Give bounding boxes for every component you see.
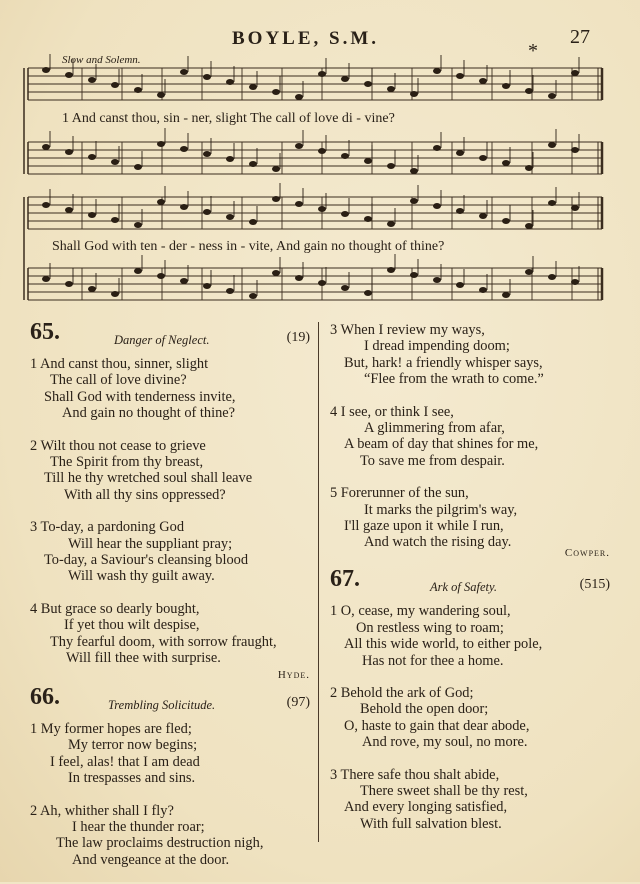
note-head bbox=[410, 168, 418, 174]
verse-line: Shall God with tenderness invite, bbox=[44, 388, 236, 405]
note-head bbox=[180, 278, 188, 284]
verse-line: All this wide world, to either pole, bbox=[344, 636, 543, 653]
note-head bbox=[341, 76, 349, 82]
verse-line: Will hear the suppliant pray; bbox=[68, 535, 233, 552]
verse-line: The law proclaims destruction nigh, bbox=[56, 835, 264, 852]
music-score bbox=[0, 0, 640, 320]
note-head bbox=[226, 214, 234, 220]
verse-line: With all thy sins oppressed? bbox=[64, 486, 226, 503]
stanza bbox=[330, 404, 610, 470]
verse-line: A glimmering from afar, bbox=[364, 420, 505, 437]
note-head bbox=[433, 145, 441, 151]
stanza bbox=[330, 485, 610, 551]
note-head bbox=[525, 269, 533, 275]
note-head bbox=[433, 277, 441, 283]
note-head bbox=[410, 198, 418, 204]
hymn-65-header bbox=[30, 319, 310, 356]
verse-line: But, hark! a friendly whisper says, bbox=[344, 354, 543, 371]
stanza bbox=[30, 519, 310, 585]
verse-line: 1 And canst thou, sinner, slight bbox=[30, 356, 209, 372]
verse-line: And rove, my soul, no more. bbox=[362, 734, 528, 751]
hymn-title: Danger of Neglect. bbox=[114, 333, 210, 347]
note-head bbox=[180, 69, 188, 75]
note-head bbox=[479, 78, 487, 84]
note-head bbox=[42, 202, 50, 208]
verse-line: And vengeance at the door. bbox=[72, 851, 230, 868]
verse-line: “Flee from the wrath to come.” bbox=[364, 371, 544, 388]
verse-line: 2 Ah, whither shall I fly? bbox=[30, 802, 174, 819]
author-attribution: Hyde. bbox=[277, 668, 310, 681]
hymn-67-header bbox=[330, 566, 610, 603]
verse-line: 3 There safe thou shalt abide, bbox=[330, 766, 500, 783]
verse-line: Will fill thee with surprise. bbox=[66, 650, 221, 667]
verse-line: 3 When I review my ways, bbox=[330, 322, 485, 338]
note-head bbox=[456, 73, 464, 79]
note-head bbox=[111, 291, 119, 297]
note-head bbox=[548, 93, 556, 99]
note-head bbox=[456, 282, 464, 288]
hymn-reference: (515) bbox=[579, 577, 610, 593]
verse-line: I dread impending doom; bbox=[364, 338, 510, 355]
note-head bbox=[111, 217, 119, 223]
lyric-line-1: 1 And canst thou, sin - ner, slight The call of love di - vine? bbox=[62, 111, 395, 126]
note-head bbox=[88, 77, 96, 83]
note-head bbox=[548, 200, 556, 206]
note-head bbox=[180, 204, 188, 210]
stanza bbox=[30, 438, 310, 504]
verse-line: If yet thou wilt despise, bbox=[64, 617, 200, 634]
note-head bbox=[410, 272, 418, 278]
hymn-number: 66. bbox=[30, 683, 60, 710]
note-head bbox=[318, 206, 326, 212]
verse-line: Will wash thy guilt away. bbox=[68, 568, 215, 585]
note-head bbox=[249, 293, 257, 299]
note-head bbox=[134, 164, 142, 170]
note-head bbox=[456, 208, 464, 214]
verse-line: 4 I see, or think I see, bbox=[330, 403, 454, 420]
tempo-marking: Slow and Solemn. bbox=[62, 54, 141, 66]
right-column bbox=[330, 322, 610, 848]
verse-line: Has not for thee a home. bbox=[362, 652, 504, 669]
verse-line: The Spirit from thy breast, bbox=[50, 454, 204, 471]
note-head bbox=[548, 142, 556, 148]
note-head bbox=[157, 92, 165, 98]
note-head bbox=[226, 288, 234, 294]
note-head bbox=[88, 154, 96, 160]
verse-line: The call of love divine? bbox=[50, 372, 187, 389]
note-head bbox=[249, 219, 257, 225]
note-head bbox=[134, 222, 142, 228]
note-head bbox=[502, 292, 510, 298]
verse-line: To-day, a Saviour's cleansing blood bbox=[44, 552, 249, 569]
note-head bbox=[88, 212, 96, 218]
verse-line: 4 But grace so dearly bought, bbox=[30, 600, 200, 617]
stanza bbox=[30, 601, 310, 667]
note-head bbox=[387, 267, 395, 273]
hymn-number: 67. bbox=[330, 566, 360, 593]
tune-title: BOYLE, S.M. bbox=[232, 28, 380, 49]
note-head bbox=[157, 273, 165, 279]
note-head bbox=[502, 160, 510, 166]
note-head bbox=[203, 283, 211, 289]
stanza bbox=[30, 721, 310, 787]
hymn-number: 65. bbox=[30, 319, 60, 345]
note-head bbox=[456, 150, 464, 156]
verse-line: In trespasses and sins. bbox=[68, 770, 196, 787]
note-head bbox=[203, 151, 211, 157]
note-head bbox=[479, 287, 487, 293]
note-head bbox=[295, 94, 303, 100]
note-head bbox=[364, 81, 372, 87]
stanza bbox=[30, 803, 310, 869]
note-head bbox=[341, 153, 349, 159]
verse-line: It marks the pilgrim's way, bbox=[364, 501, 518, 518]
note-head bbox=[364, 290, 372, 296]
note-head bbox=[571, 70, 579, 76]
note-head bbox=[364, 158, 372, 164]
hymn-reference: (97) bbox=[286, 694, 310, 710]
star-mark: * bbox=[528, 40, 538, 62]
note-head bbox=[249, 84, 257, 90]
verse-line: 2 Behold the ark of God; bbox=[330, 684, 474, 701]
note-head bbox=[65, 149, 73, 155]
note-head bbox=[387, 221, 395, 227]
note-head bbox=[203, 74, 211, 80]
verse-line: Behold the open door; bbox=[360, 701, 489, 718]
verse-line: I feel, alas! that I am dead bbox=[50, 753, 200, 770]
note-head bbox=[65, 72, 73, 78]
note-head bbox=[295, 201, 303, 207]
note-head bbox=[272, 196, 280, 202]
note-head bbox=[272, 166, 280, 172]
column-divider bbox=[318, 322, 319, 842]
verse-line: And gain no thought of thine? bbox=[62, 405, 236, 422]
verse-line: I'll gaze upon it while I run, bbox=[344, 518, 504, 535]
note-head bbox=[318, 71, 326, 77]
verse-line: A beam of day that shines for me, bbox=[344, 436, 539, 453]
verse-line: 1 O, cease, my wandering soul, bbox=[330, 603, 511, 620]
note-head bbox=[134, 87, 142, 93]
note-head bbox=[479, 155, 487, 161]
note-head bbox=[272, 89, 280, 95]
stanza bbox=[330, 322, 610, 388]
note-head bbox=[157, 199, 165, 205]
note-head bbox=[295, 275, 303, 281]
note-head bbox=[571, 279, 579, 285]
lyric-line-2: Shall God with ten - der - ness in - vite, And gain no thought of thine? bbox=[52, 239, 445, 254]
verse-line: There sweet shall be thy rest, bbox=[360, 782, 528, 799]
note-head bbox=[111, 159, 119, 165]
verse-line: 5 Forerunner of the sun, bbox=[330, 485, 469, 502]
note-head bbox=[111, 82, 119, 88]
verse-line: Thy fearful doom, with sorrow fraught, bbox=[50, 633, 277, 650]
verse-line: Till he thy wretched soul shall leave bbox=[44, 470, 253, 487]
note-head bbox=[525, 223, 533, 229]
note-head bbox=[571, 205, 579, 211]
author-attribution: Cowper. bbox=[564, 546, 610, 559]
note-head bbox=[226, 156, 234, 162]
stanza bbox=[330, 767, 610, 833]
note-head bbox=[180, 146, 188, 152]
note-head bbox=[157, 141, 165, 147]
note-head bbox=[548, 274, 556, 280]
page-number: 27 bbox=[570, 26, 590, 48]
note-head bbox=[387, 163, 395, 169]
note-head bbox=[433, 203, 441, 209]
note-head bbox=[295, 143, 303, 149]
hymn-66-header bbox=[30, 683, 310, 721]
note-head bbox=[42, 144, 50, 150]
note-head bbox=[226, 79, 234, 85]
hymn-title: Ark of Safety. bbox=[430, 580, 497, 595]
verse-line: O, haste to gain that dear abode, bbox=[344, 717, 530, 734]
verse-line: 2 Wilt thou not cease to grieve bbox=[30, 437, 206, 454]
note-head bbox=[525, 165, 533, 171]
hymn-title: Trembling Solicitude. bbox=[108, 697, 216, 712]
note-head bbox=[318, 280, 326, 286]
note-head bbox=[42, 67, 50, 73]
stanza bbox=[330, 685, 610, 751]
note-head bbox=[525, 88, 533, 94]
note-head bbox=[341, 211, 349, 217]
note-head bbox=[502, 218, 510, 224]
note-head bbox=[364, 216, 372, 222]
note-head bbox=[433, 68, 441, 74]
note-head bbox=[571, 147, 579, 153]
note-head bbox=[341, 285, 349, 291]
note-head bbox=[134, 268, 142, 274]
note-head bbox=[479, 213, 487, 219]
verse-line: 3 To-day, a pardoning God bbox=[30, 519, 185, 536]
verse-line: I hear the thunder roar; bbox=[72, 818, 205, 835]
verse-line: On restless wing to roam; bbox=[356, 619, 504, 636]
note-head bbox=[249, 161, 257, 167]
stanza bbox=[30, 356, 310, 422]
verse-line: 1 My former hopes are fled; bbox=[30, 720, 192, 737]
note-head bbox=[387, 86, 395, 92]
note-head bbox=[410, 91, 418, 97]
note-head bbox=[42, 276, 50, 282]
note-head bbox=[88, 286, 96, 292]
hymn-reference: (19) bbox=[286, 330, 310, 345]
note-head bbox=[272, 270, 280, 276]
left-column bbox=[30, 319, 310, 884]
note-head bbox=[203, 209, 211, 215]
verse-line: And every longing satisfied, bbox=[344, 799, 508, 816]
verse-line: To save me from despair. bbox=[360, 452, 505, 469]
verse-line: With full salvation blest. bbox=[360, 815, 502, 832]
verse-line: And watch the rising day. bbox=[364, 534, 512, 551]
stanza bbox=[330, 603, 610, 669]
note-head bbox=[65, 207, 73, 213]
note-head bbox=[65, 281, 73, 287]
verse-line: My terror now begins; bbox=[68, 737, 198, 754]
note-head bbox=[502, 83, 510, 89]
note-head bbox=[318, 148, 326, 154]
